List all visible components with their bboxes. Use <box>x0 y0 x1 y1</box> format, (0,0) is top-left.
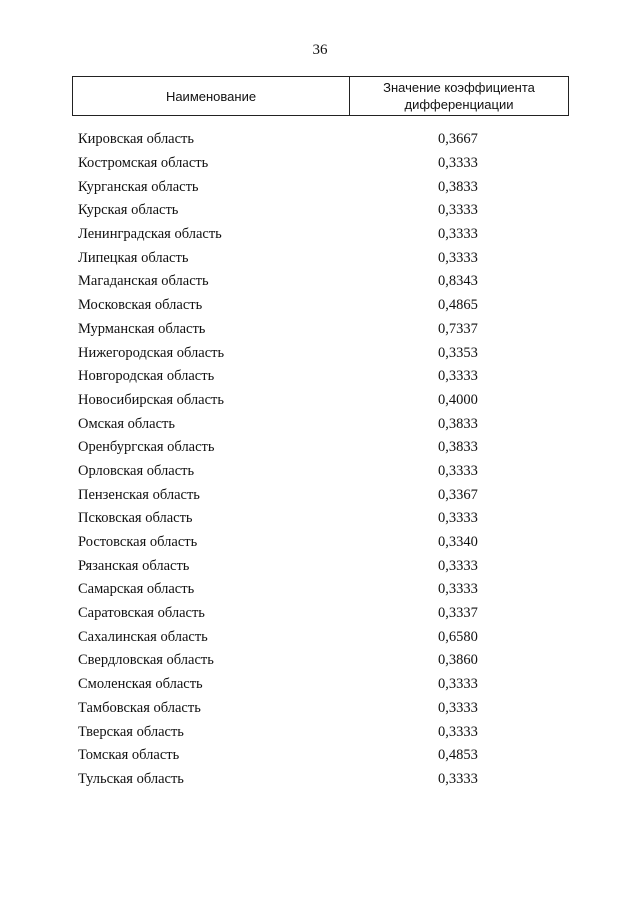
region-name: Самарская область <box>78 581 195 598</box>
coefficient-value: 0,4865 <box>438 297 478 314</box>
region-name: Московская область <box>78 297 203 314</box>
region-name: Нижегородская область <box>78 344 225 361</box>
coefficient-value: 0,4853 <box>438 747 478 764</box>
table-row <box>78 341 568 365</box>
page-number: 36 <box>312 42 328 58</box>
table-row <box>78 270 568 294</box>
region-name: Омская область <box>78 415 175 432</box>
coefficient-value: 0,3367 <box>438 486 478 503</box>
table-row <box>78 720 568 744</box>
coefficient-value: 0,3833 <box>438 439 478 456</box>
table-row <box>78 460 568 484</box>
region-name: Орловская область <box>78 462 195 479</box>
table-row <box>78 507 568 531</box>
table-row <box>78 223 568 247</box>
table-row <box>78 483 568 507</box>
region-name: Тамбовская область <box>78 699 201 716</box>
coefficient-value: 0,3353 <box>438 344 478 361</box>
region-name: Рязанская область <box>78 557 190 574</box>
table-row <box>78 697 568 721</box>
table-row <box>78 175 568 199</box>
coefficient-value: 0,3340 <box>438 534 478 551</box>
region-name: Липецкая область <box>78 249 189 266</box>
coefficient-value: 0,3333 <box>438 581 478 598</box>
region-name: Магаданская область <box>78 273 209 290</box>
table-row <box>78 673 568 697</box>
region-name: Тверская область <box>78 723 184 740</box>
region-name: Курганская область <box>78 178 199 195</box>
coefficient-value: 0,3333 <box>438 510 478 527</box>
coefficient-value: 0,4000 <box>438 391 478 408</box>
region-name: Смоленская область <box>78 676 203 693</box>
coefficient-value: 0,3833 <box>438 178 478 195</box>
table-row <box>78 412 568 436</box>
region-name: Псковская область <box>78 510 193 527</box>
coefficient-value: 0,6580 <box>438 628 478 645</box>
region-name: Ленинградская область <box>78 226 222 243</box>
region-name: Тульская область <box>78 770 184 787</box>
region-name: Новосибирская область <box>78 391 224 408</box>
coefficient-value: 0,3860 <box>438 652 478 669</box>
table-row <box>78 152 568 176</box>
table-row <box>78 389 568 413</box>
coefficient-value: 0,7337 <box>438 320 478 337</box>
table-row <box>78 531 568 555</box>
region-name: Ростовская область <box>78 534 198 551</box>
table-row <box>78 744 568 768</box>
table-row <box>78 128 568 152</box>
coefficient-value: 0,3833 <box>438 415 478 432</box>
coefficient-value: 0,8343 <box>438 273 478 290</box>
region-name: Кировская область <box>78 131 195 148</box>
coefficient-value: 0,3333 <box>438 249 478 266</box>
table-row <box>78 554 568 578</box>
coefficient-value: 0,3333 <box>438 699 478 716</box>
coefficient-value: 0,3333 <box>438 202 478 219</box>
table-row <box>78 578 568 602</box>
region-name: Сахалинская область <box>78 628 208 645</box>
region-name: Курская область <box>78 202 179 219</box>
coefficient-value: 0,3667 <box>438 131 478 148</box>
region-name: Свердловская область <box>78 652 214 669</box>
table-row <box>78 625 568 649</box>
region-name: Мурманская область <box>78 320 206 337</box>
region-name: Новгородская область <box>78 368 215 385</box>
coefficient-value: 0,3333 <box>438 676 478 693</box>
table-body <box>78 128 568 791</box>
coefficient-value: 0,3333 <box>438 368 478 385</box>
column-header-value: Значение коэффициента дифференциации <box>350 77 569 115</box>
table-row <box>78 602 568 626</box>
region-name: Костромская область <box>78 155 209 172</box>
table-row <box>78 318 568 342</box>
coefficient-value: 0,3333 <box>438 226 478 243</box>
table-row <box>78 365 568 389</box>
table-row <box>78 246 568 270</box>
coefficient-value: 0,3333 <box>438 723 478 740</box>
table-row <box>78 199 568 223</box>
table-row <box>78 294 568 318</box>
region-name: Пензенская область <box>78 486 200 503</box>
table-header <box>72 76 569 116</box>
region-name: Оренбургская область <box>78 439 215 456</box>
coefficient-value: 0,3333 <box>438 155 478 172</box>
table-row <box>78 649 568 673</box>
table-row <box>78 768 568 792</box>
coefficient-value: 0,3333 <box>438 770 478 787</box>
column-header-name: Наименование <box>72 77 350 115</box>
coefficient-value: 0,3337 <box>438 605 478 622</box>
region-name: Саратовская область <box>78 605 205 622</box>
coefficient-value: 0,3333 <box>438 462 478 479</box>
coefficient-value: 0,3333 <box>438 557 478 574</box>
region-name: Томская область <box>78 747 180 764</box>
table-row <box>78 436 568 460</box>
